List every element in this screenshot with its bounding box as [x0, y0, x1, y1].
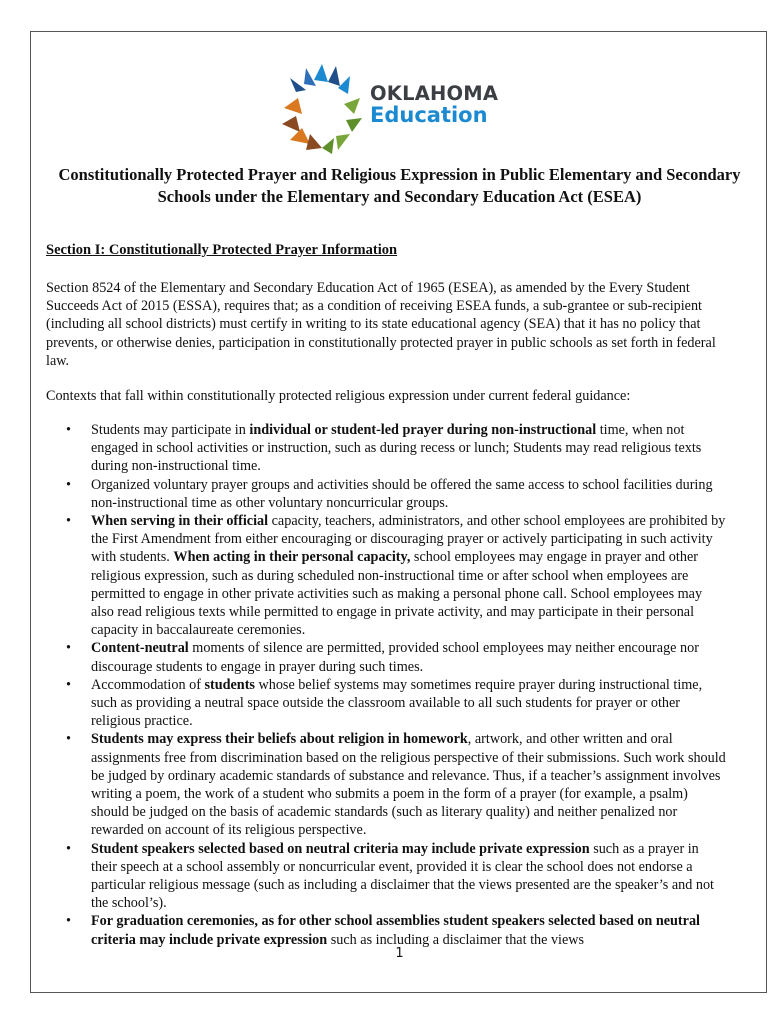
list-item: • Students may express their beliefs about religion in homework, artwork, and other written and oral assignments free from discrimination based on the religious perspective of their submissions. Such work should be judged by ordinary academic standards of substance and relevance. Thus, if a teacher’s assignment involves writing a poem, the work of a student who submits a poem in the form of a prayer (for example, a psalm) should be judged on the basis of academic standards (such as literary quality) and neither penalized nor rewarded on account of its religious perspective. [66, 731, 726, 839]
bullet-icon: • [66, 731, 71, 748]
document-page [30, 31, 767, 993]
star-burst-icon [276, 62, 370, 154]
logo-education-text: Education [370, 103, 488, 127]
list-item: • When serving in their official capacity, teachers, administrators, and other school employees are prohibited by the First Amendment from either encouraging or discouraging prayer or actively participating in such activity with students. When acting in their personal capacity, school employees may engage in prayer and other religious expression, such as during scheduled non-instructional time or after school when employees are permitted to engage in other private activities such as making a personal phone call. School employees may also read religious texts while permitted to engage in private activity, and may participate in their personal capacity in baccalaureate ceremonies. [66, 513, 726, 639]
document-title: Constitutionally Protected Prayer and Religious Expression in Public Elementary and Secondary Schools under the Elementary and Secondary Education Act (ESEA) [58, 165, 741, 206]
list-item: • Content-neutral moments of silence are permitted, provided school employees may neither encourage nor discourage students to engage in prayer during such times. [66, 640, 699, 675]
list-item: • Students may participate in individual or student-led prayer during non-instructional time, when not engaged in school activities or instruction, such as during recess or lunch; Students may read religious texts during non-instructional time. [66, 422, 702, 475]
bullet-icon: • [66, 676, 71, 693]
intro-paragraph: Section 8524 of the Elementary and Secondary Education Act of 1965 (ESEA), as amended by the Every Student Succeeds Act of 2015 (ESSA), requires that; as a condition of receiving ESEA funds, a sub-grantee or sub-recipient (including all school districts) must certify in writing to its state educational agency (SEA) that it has no policy that prevents, or otherwise denies, participation in constitutionally protected prayer in public schools as set forth in federal law. [46, 280, 716, 369]
section-heading: Section I: Constitutionally Protected Prayer Information [46, 242, 398, 258]
bullet-icon: • [66, 840, 71, 857]
oklahoma-education-logo [276, 62, 506, 154]
list-item: • Organized voluntary prayer groups and activities should be offered the same access to school facilities during non-instructional time as other voluntary noncurricular groups. [66, 476, 713, 511]
list-item: • For graduation ceremonies, as for other school assemblies student speakers selected based on neutral criteria may include private expression such as including a disclaimer that the views [66, 913, 700, 948]
list-item: • Accommodation of students whose belief systems may sometimes require prayer during instructional time, such as providing a neutral space outside the classroom available to all such students for prayer or other religious practice. [66, 676, 703, 730]
contexts-list [46, 421, 728, 949]
bullet-icon: • [66, 640, 71, 657]
page-number: 1 [395, 946, 404, 961]
bullet-icon: • [66, 513, 71, 530]
contexts-paragraph: Contexts that fall within constitutionally protected religious expression under current federal guidance: [46, 388, 631, 404]
logo-oklahoma-text: OKLAHOMA [370, 82, 499, 105]
bullet-icon: • [66, 913, 71, 930]
bullet-icon: • [66, 422, 71, 438]
list-item: • Student speakers selected based on neutral criteria may include private expression such as a prayer in their speech at a school assembly or noncurricular event, provided it is clear the school does not endorse a particular religious message (such as including a disclaimer that the views presented are the speaker’s and not the school’s). [66, 840, 714, 912]
bullet-icon: • [66, 476, 71, 493]
